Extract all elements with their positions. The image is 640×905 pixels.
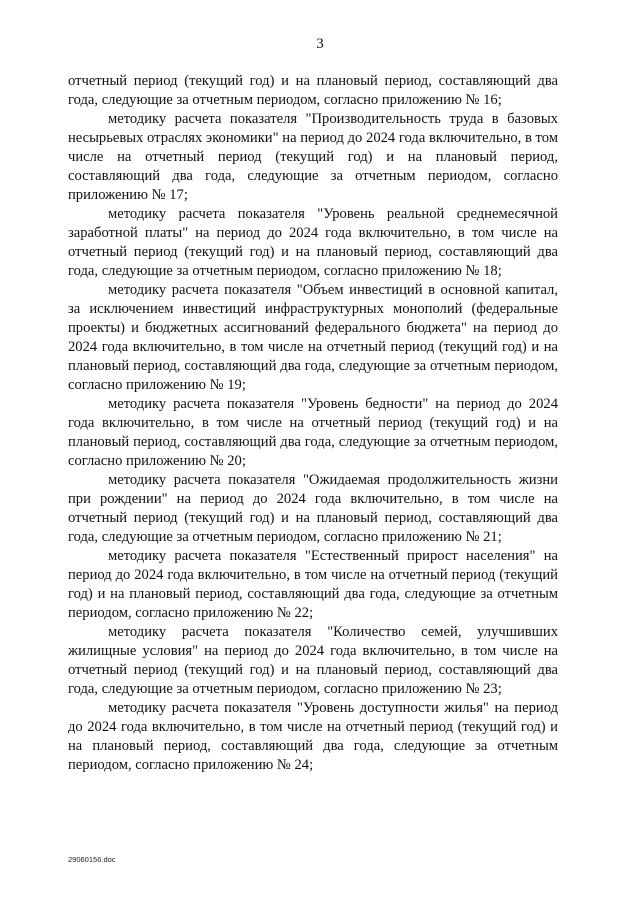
paragraph-appendix-23: методику расчета показателя "Количество семей, улучшивших жилищные условия" на период до 2024 года включительно, в том числе на отчетный период (текущий год) и на плановый период, составляющий два года, следующие за отчетным периодом, согласно приложению № 23; xyxy=(68,624,558,697)
paragraph-appendix-19: методику расчета показателя "Объем инвестиций в основной капитал, за исключением инвестиций инфраструктурных монополий (федеральные проекты) и бюджетных ассигнований федерального бюджета" на период до 2024 года включительно, в том числе на отчетный период (текущий год) и на плановый период, составляющий два года, следующие за отчетным периодом, согласно приложению № 19; xyxy=(68,282,558,393)
document-file-code: 29060156.doc xyxy=(68,855,116,864)
paragraph-appendix-18: методику расчета показателя "Уровень реальной среднемесячной заработной платы" на период до 2024 года включительно, в том числе на отчетный период (текущий год) и на плановый период, составляющий два года, следующие за отчетным периодом, согласно приложению № 18; xyxy=(68,206,558,279)
paragraph-appendix-17: методику расчета показателя "Производительность труда в базовых несырьевых отраслях экономики" на период до 2024 года включительно, в том числе на отчетный период (текущий год) и на плановый период, составляющий два года, следующие за отчетным периодом, согласно приложению № 17; xyxy=(68,111,558,203)
document-body xyxy=(68,72,558,775)
paragraph-appendix-16: отчетный период (текущий год) и на плановый период, составляющий два года, следующие за отчетным периодом, согласно приложению № 16; xyxy=(68,73,558,108)
page-number: 3 xyxy=(316,36,324,52)
paragraph-appendix-22: методику расчета показателя "Естественный прирост населения" на период до 2024 года включительно, в том числе на отчетный период (текущий год) и на плановый период, составляющий два года, следующие за отчетным периодом, согласно приложению № 22; xyxy=(68,548,558,621)
paragraph-appendix-21: методику расчета показателя "Ожидаемая продолжительность жизни при рождении" на период до 2024 года включительно, в том числе на отчетный период (текущий год) и на плановый период, составляющий два года, следующие за отчетным периодом, согласно приложению № 21; xyxy=(68,472,558,545)
paragraph-appendix-20: методику расчета показателя "Уровень бедности" на период до 2024 года включительно, в том числе на отчетный период (текущий год) и на плановый период, составляющий два года, следующие за отчетным периодом, согласно приложению № 20; xyxy=(68,396,558,469)
paragraph-appendix-24: методику расчета показателя "Уровень доступности жилья" на период до 2024 года включительно, в том числе на отчетный период (текущий год) и на плановый период, составляющий два года, следующие за отчетным периодом, согласно приложению № 24; xyxy=(68,700,558,773)
